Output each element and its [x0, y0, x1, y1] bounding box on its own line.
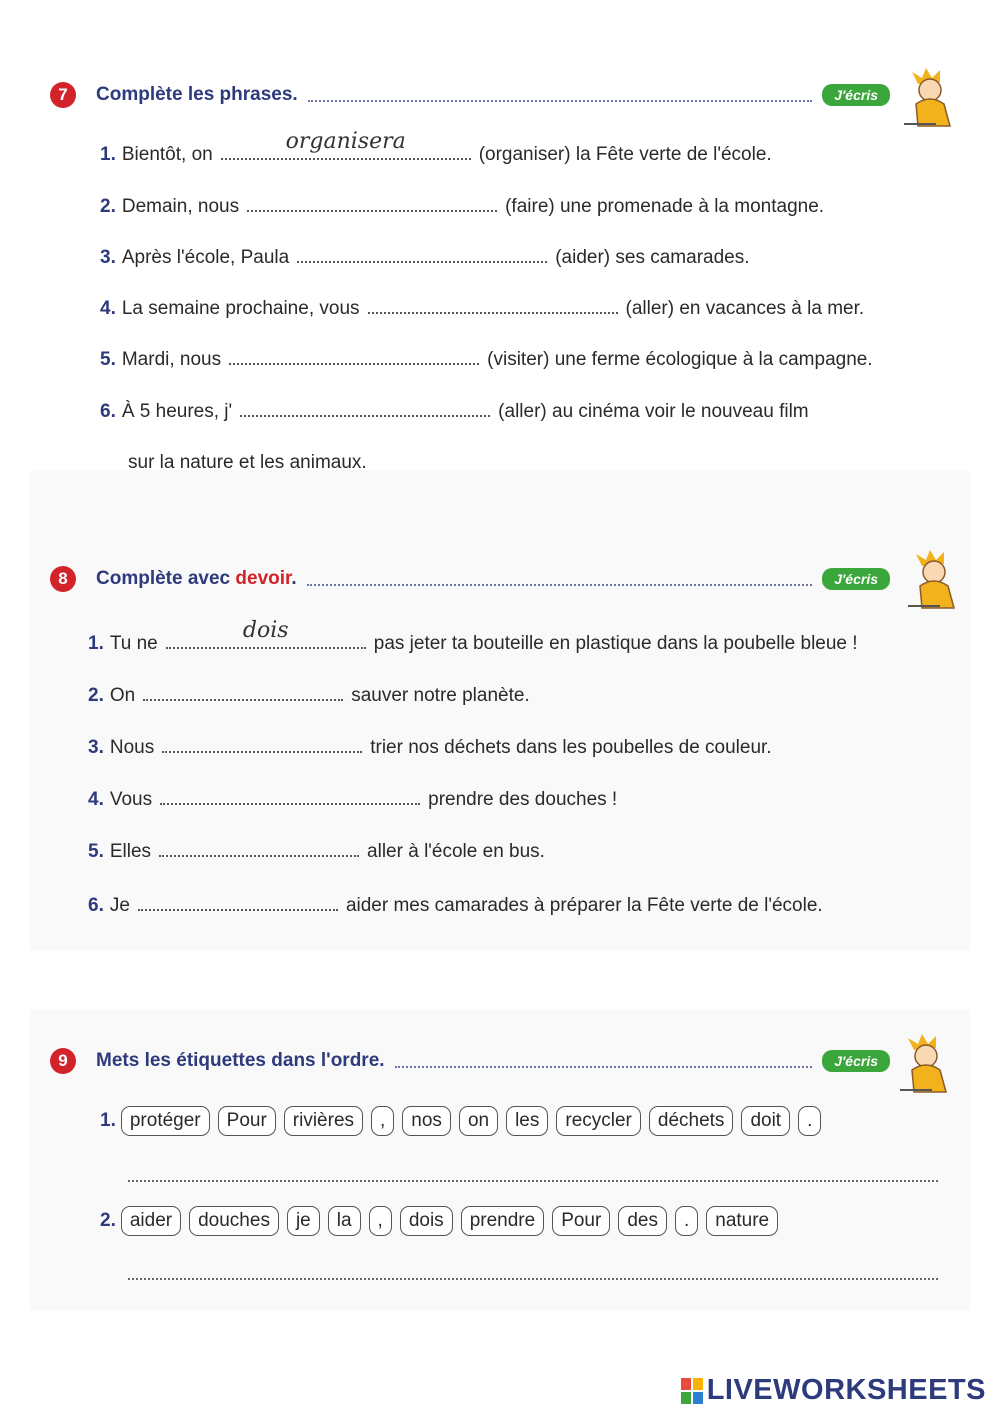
sentence-text: Demain, nous: [121, 196, 240, 217]
answer-blank[interactable]: [160, 789, 420, 805]
exercise-title: Mets les étiquettes dans l'ordre.: [96, 1050, 385, 1071]
word-tag[interactable]: Pour: [218, 1106, 276, 1136]
word-tags-row-1: [100, 1106, 829, 1136]
sentence-number: 6.: [100, 401, 116, 422]
word-tag[interactable]: dois: [400, 1206, 453, 1236]
word-tag[interactable]: doit: [741, 1106, 790, 1136]
exercise-7-sentence: [100, 129, 772, 166]
sentence-text: aider mes camarades à préparer la Fête verte de l'école.: [345, 895, 823, 916]
sentence-number: 4.: [100, 298, 116, 319]
handwritten-answer: dois: [242, 618, 289, 643]
word-tag[interactable]: prendre: [461, 1206, 545, 1236]
sentence-text: On: [109, 685, 136, 706]
sentence-text: sauver notre planète.: [351, 685, 530, 706]
word-tag[interactable]: protéger: [121, 1106, 210, 1136]
sentence-text: Nous: [109, 737, 155, 758]
jecris-badge: J'écris: [822, 1050, 890, 1072]
word-tag[interactable]: aider: [121, 1206, 181, 1236]
exercise-7-sentence: [100, 298, 864, 320]
exercise-7-sentence: [100, 349, 873, 371]
sentence-number: 2.: [88, 685, 104, 706]
sentence-text: Elles: [109, 841, 152, 862]
title-text: Complète avec: [96, 568, 231, 589]
exercise-8-sentence: [88, 618, 858, 655]
word-tag[interactable]: Pour: [552, 1206, 610, 1236]
word-tags-row-2: [100, 1206, 786, 1236]
writing-child-icon: [900, 64, 962, 130]
sentence-text: (aller) au cinéma voir le nouveau film: [498, 401, 809, 422]
exercise-8-sentence: [88, 841, 545, 863]
exercise-7-sentence: [100, 401, 809, 423]
dotted-divider: [307, 572, 813, 586]
word-tag[interactable]: déchets: [649, 1106, 734, 1136]
sentence-number: 6.: [88, 895, 104, 916]
sentence-text: aller à l'école en bus.: [367, 841, 545, 862]
word-tag[interactable]: des: [618, 1206, 667, 1236]
exercise-8-sentence: [88, 737, 772, 759]
word-tag[interactable]: douches: [189, 1206, 279, 1236]
row-number: 2.: [100, 1210, 116, 1231]
word-tag[interactable]: je: [287, 1206, 320, 1236]
dotted-divider: [308, 88, 812, 102]
exercise-7-sentence: [100, 196, 824, 218]
handwritten-answer: organisera: [285, 129, 406, 154]
exercise-8-header: [50, 562, 960, 596]
title-accent-word: devoir: [235, 568, 292, 589]
sentence-text: (visiter) une ferme écologique à la campagne.: [487, 349, 873, 370]
word-tag[interactable]: les: [506, 1106, 548, 1136]
exercise-8-sentence: [88, 895, 823, 917]
answer-blank[interactable]: [221, 129, 471, 160]
jecris-badge: J'écris: [822, 84, 890, 106]
word-tag[interactable]: .: [798, 1106, 821, 1136]
word-tag[interactable]: .: [675, 1206, 698, 1236]
word-tag[interactable]: ,: [371, 1106, 394, 1136]
word-tag[interactable]: nature: [706, 1206, 778, 1236]
logo-text: LIVEWORKSHEETS: [706, 1374, 986, 1406]
sentence-text: À 5 heures, j': [121, 401, 233, 422]
word-tag[interactable]: nos: [402, 1106, 451, 1136]
sentence-text: (aller) en vacances à la mer.: [625, 298, 865, 319]
sentence-text: Mardi, nous: [121, 349, 222, 370]
sentence-number: 5.: [88, 841, 104, 862]
sentence-text: prendre des douches !: [428, 789, 618, 810]
sentence-text: sur la nature et les animaux.: [128, 452, 367, 473]
answer-line-2[interactable]: [128, 1278, 938, 1280]
sentence-text: (aider) ses camarades.: [555, 247, 750, 268]
sentence-text: Vous: [109, 789, 153, 810]
sentence-number: 2.: [100, 196, 116, 217]
row-number: 1.: [100, 1110, 116, 1131]
dotted-divider: [395, 1054, 813, 1068]
logo-mark-icon: [681, 1378, 703, 1404]
title-text: .: [291, 568, 297, 589]
exercise-number-badge: 7: [50, 82, 76, 108]
word-tag[interactable]: ,: [369, 1206, 392, 1236]
sentence-text: Je: [109, 895, 130, 916]
word-tag[interactable]: recycler: [556, 1106, 641, 1136]
answer-blank[interactable]: [229, 349, 479, 365]
sentence-text: trier nos déchets dans les poubelles de couleur.: [370, 737, 772, 758]
sentence-text: Après l'école, Paula: [121, 247, 290, 268]
jecris-badge: J'écris: [822, 568, 890, 590]
exercise-8-sentence: [88, 685, 530, 707]
sentence-number: 3.: [88, 737, 104, 758]
answer-blank[interactable]: [143, 685, 343, 701]
answer-blank[interactable]: [240, 401, 490, 417]
answer-blank[interactable]: [138, 895, 338, 911]
writing-child-icon: [896, 1030, 958, 1096]
writing-child-icon: [904, 546, 966, 612]
sentence-text: pas jeter ta bouteille en plastique dans la poubelle bleue !: [373, 633, 858, 654]
answer-blank[interactable]: [166, 618, 366, 649]
exercise-title: Complète les phrases.: [96, 84, 298, 105]
sentence-number: 1.: [88, 633, 104, 654]
exercise-7-continuation: [128, 452, 367, 474]
sentence-text: (organiser) la Fête verte de l'école.: [478, 144, 772, 165]
exercise-number-badge: 9: [50, 1048, 76, 1074]
answer-blank[interactable]: [368, 298, 618, 314]
sentence-number: 4.: [88, 789, 104, 810]
exercise-9-header: [50, 1044, 960, 1078]
liveworksheets-logo: [681, 1374, 986, 1407]
exercise-title: [96, 568, 297, 590]
sentence-text: (faire) une promenade à la montagne.: [505, 196, 825, 217]
answer-blank[interactable]: [162, 737, 362, 753]
word-tag[interactable]: rivières: [284, 1106, 363, 1136]
answer-blank[interactable]: [159, 841, 359, 857]
sentence-text: La semaine prochaine, vous: [121, 298, 360, 319]
answer-line-1[interactable]: [128, 1180, 938, 1182]
answer-blank[interactable]: [297, 247, 547, 263]
sentence-text: Bientôt, on: [121, 144, 213, 165]
exercise-7-sentence: [100, 247, 750, 269]
exercise-number-badge: 8: [50, 566, 76, 592]
sentence-number: 1.: [100, 144, 116, 165]
word-tag[interactable]: la: [328, 1206, 361, 1236]
exercise-7-header: [50, 78, 960, 112]
sentence-text: Tu ne: [109, 633, 158, 654]
exercise-8-sentence: [88, 789, 617, 811]
show-through-background: [30, 470, 970, 950]
sentence-number: 5.: [100, 349, 116, 370]
word-tag[interactable]: on: [459, 1106, 498, 1136]
sentence-number: 3.: [100, 247, 116, 268]
answer-blank[interactable]: [247, 196, 497, 212]
